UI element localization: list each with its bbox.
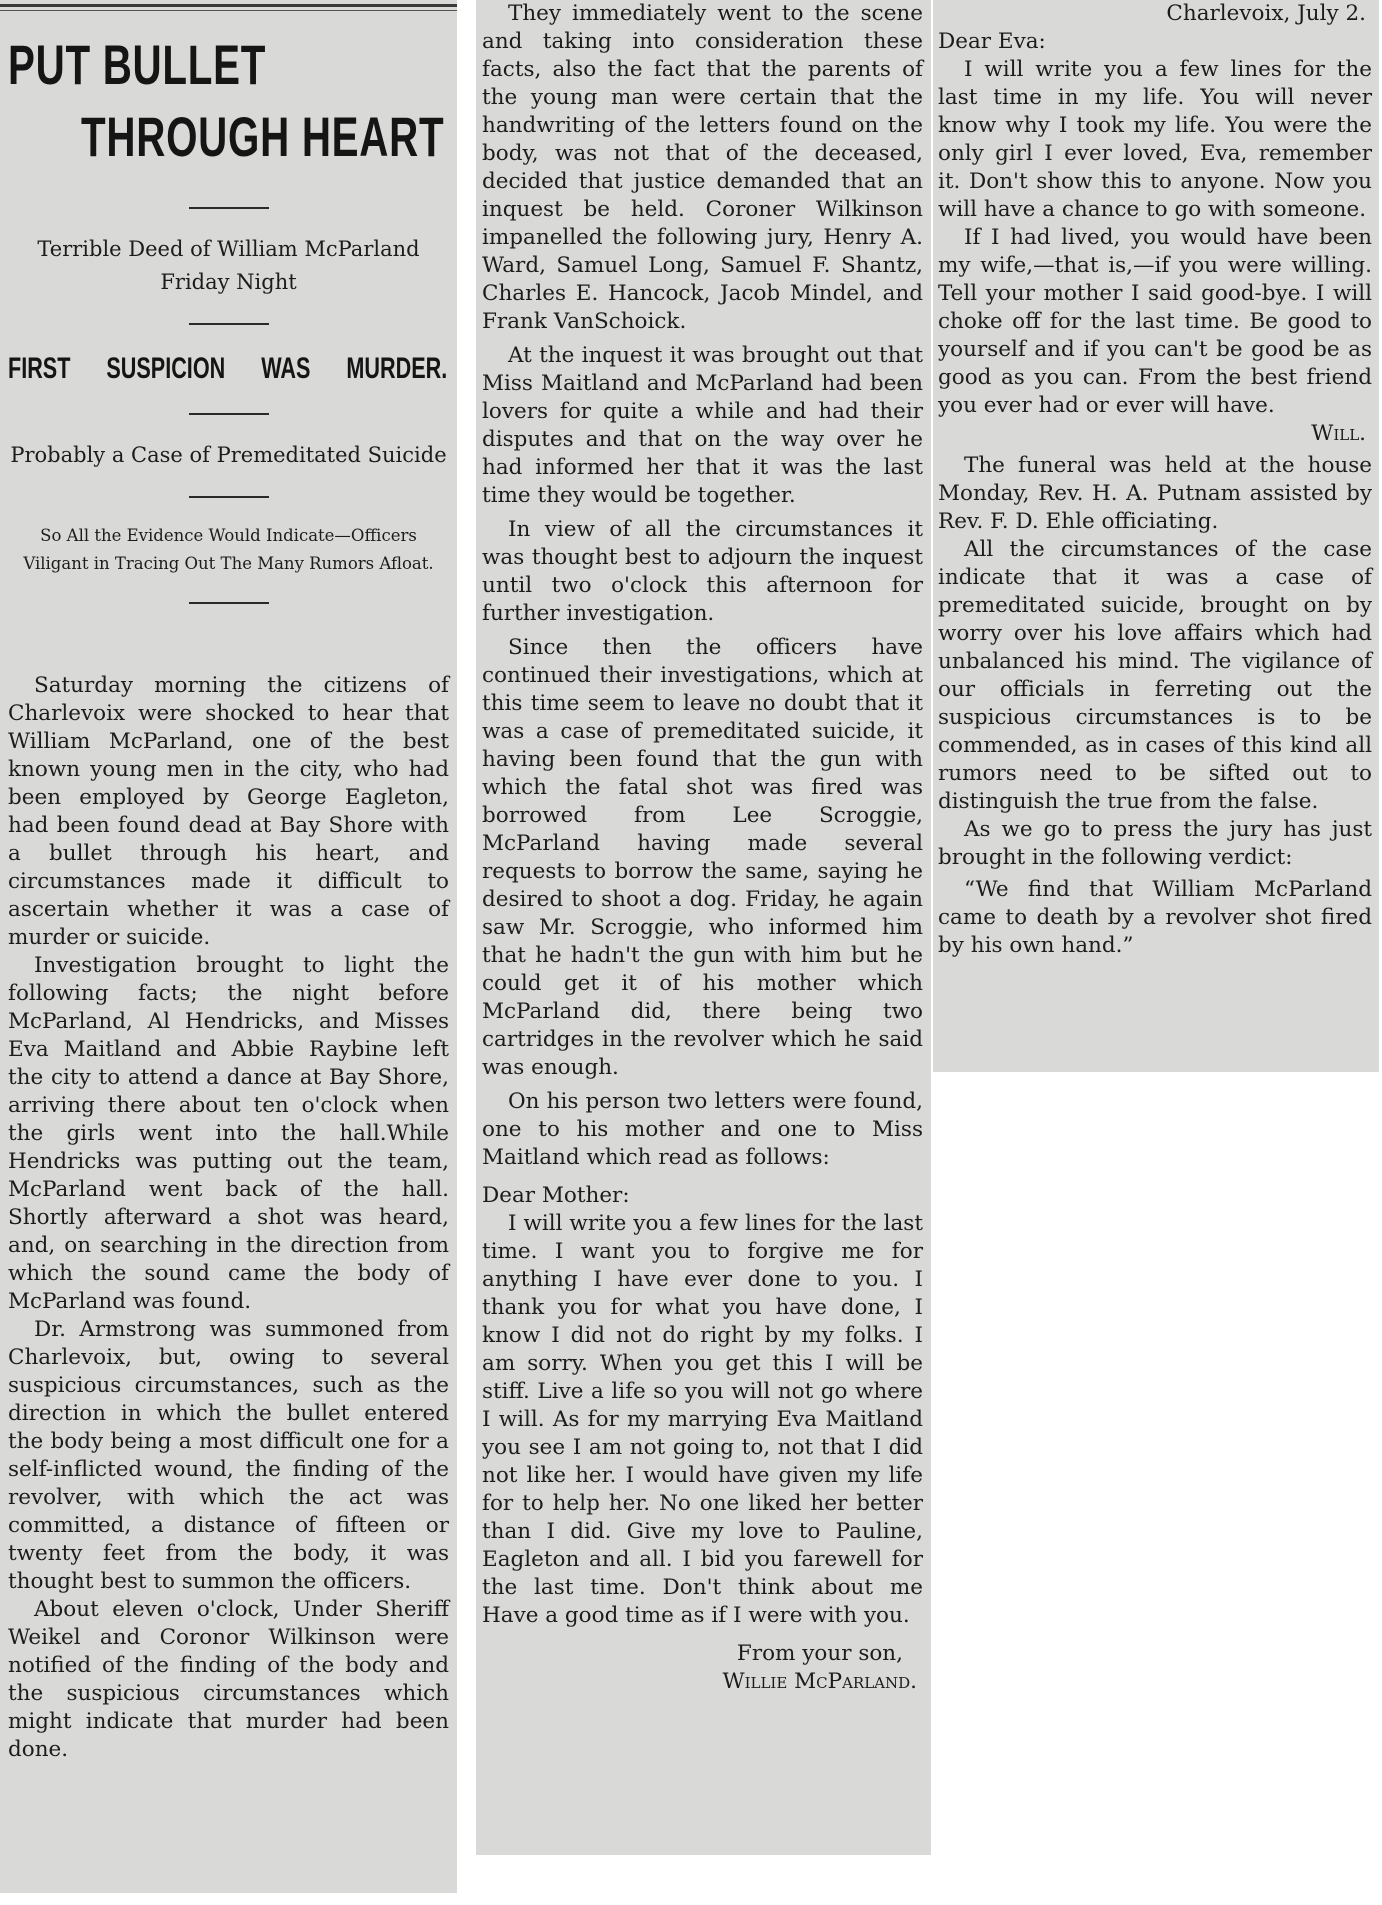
banner-word: SUSPICION (106, 352, 226, 385)
headline-line-1: PUT BULLET (8, 33, 267, 96)
letter-salutation: Dear Eva: (938, 29, 1046, 54)
article-paragraph: In view of all the circumstances it was thought best to adjourn the inquest until two o'clock this afternoon for further investigation. (482, 517, 923, 626)
column-1 (0, 0, 457, 1893)
headline-line-2: THROUGH HEART (81, 105, 445, 168)
banner-word: FIRST (8, 352, 71, 385)
headline (8, 33, 449, 183)
letter-closing: From your son, (736, 1641, 903, 1666)
letter-salutation: Dear Mother: (482, 1183, 630, 1208)
article-paragraph: On his person two letters were found, one to his mother and one to Miss Maitland which read as follows: (482, 1089, 923, 1170)
divider (189, 413, 269, 415)
letter-dateline: Charlevoix, July 2. (1166, 1, 1366, 26)
article-paragraph: At the inquest it was brought out that Miss Maitland and McParland had been lovers for quite a while and had their disputes and that on the way over he had informed her that it was the last time they would be together. (482, 343, 923, 508)
article-paragraph: Since then the officers have continued their investigations, which at this time seem to leave no doubt that it was a case of premeditated suicide, it having been found that the gun with which the fatal shot was fired was borrowed from Lee Scroggie, McParland having made several requests to borrow the same, saying he desired to shoot a dog. Friday, he again saw Mr. Scroggie, who informed him that he hadn't the gun with him but he could get it of his mother which McParland did, there being two cartridges in the revolver which he said was enough. (482, 635, 923, 1080)
divider (189, 207, 269, 209)
article-paragraph: About eleven o'clock, Under Sheriff Weikel and Coronor Wilkinson were notified of the finding of the body and the suspicious circumstances which might indicate that murder had been done. (8, 1597, 449, 1762)
column-2 (476, 0, 931, 1855)
article-paragraph: Dr. Armstrong was summoned from Charlevoix, but, owing to several suspicious circumstances, such as the direction in which the bullet entered the body being a most difficult one for a self-inflicted wound, the finding of the revolver, with which the act was committed, a distance of fifteen or twenty feet from the body, it was thought best to summon the officers. (8, 1317, 449, 1594)
column-3 (933, 0, 1379, 1072)
article-paragraph: The funeral was held at the house Monday, Rev. H. A. Putnam assisted by Rev. F. D. Ehle officiating. (938, 453, 1372, 534)
letter-paragraph: If I had lived, you would have been my wife,—that is,—if you were willing. Tell your mother I said good-bye. I will choke off for the last time. Be good to yourself and if you can't be good be as good as you can. From the best friend you ever had or ever will have. (938, 225, 1372, 418)
article-paragraph: They immediately went to the scene and taking into consideration these facts, also the fact that the parents of the young man were certain that the handwriting of the letters found on the body, was not that of the deceased, decided that justice demanded that an inquest be held. Coroner Wilkinson impanelled the following jury, Henry A. Ward, Samuel Long, Samuel F. Shantz, Charles E. Hancock, Jacob Mindel, and Frank VanSchoick. (482, 1, 923, 334)
subhead-1: Terrible Deed of William McParland Friday Night (37, 237, 420, 294)
letter-body: I will write you a few lines for the last time. I want you to forgive me for anything I have ever done to you. I thank you for what you have done, I know I did not do right by my folks. I am sorry. When you get this I will be stiff. Live a life so you will not go where I will. As for my marrying Eva Maitland you see I am not going to, not that I did not like her. I would have given my life for to help her. No one liked her better than I did. Give my love to Pauline, Eagleton and all. I bid you farewell for the last time. Don't think about me Have a good time as if I were with you. (482, 1211, 923, 1628)
banner-word: MURDER. (346, 352, 448, 385)
verdict-quote: “We find that William McParland came to death by a revolver shot fired by his own hand.” (938, 877, 1372, 958)
top-rule-thin (0, 10, 457, 11)
article-paragraph: Saturday morning the citizens of Charlevoix were shocked to hear that William McParland, one of the best known young men in the city, who had been employed by George Eagleton, had been found dead at Bay Shore with a bullet through his heart, and circumstances made it difficult to ascertain whether it was a case of murder or suicide. (8, 673, 449, 950)
subhead-2: Probably a Case of Premeditated Suicide (10, 443, 447, 467)
article-paragraph: As we go to press the jury has just brought in the following verdict: (938, 817, 1372, 870)
subhead-3: So All the Evidence Would Indicate—Officers Viligant in Tracing Out The Many Rumors Afloat. (23, 526, 434, 573)
letter-paragraph: I will write you a few lines for the last time in my life. You will never know why I took my life. You were the only girl I ever loved, Eva, remember it. Don't show this to anyone. Now you will have a chance to go with someone. (938, 57, 1372, 222)
banner (8, 349, 447, 389)
article-paragraph: All the circumstances of the case indicate that it was a case of premeditated suicide, brought on by worry over his love affairs which had unbalanced his mind. The vigilance of our officials in ferreting out the suspicious circumstances is to be commended, as in cases of this kind all rumors need to be sifted out to distinguish the true from the false. (938, 537, 1372, 814)
divider (189, 496, 269, 498)
divider (189, 602, 269, 604)
top-rule (0, 4, 457, 7)
article-paragraph: Investigation brought to light the following facts; the night before McParland, Al Hendricks, and Misses Eva Maitland and Abbie Raybine left the city to attend a dance at Bay Shore, arriving there about ten o'clock when the girls went into the hall.While Hendricks was putting out the team, McParland went back of the hall. Shortly afterward a shot was heard, and, on searching in the direction from which the sound came the body of McParland was found. (8, 953, 449, 1314)
letter-signature: Will. (1311, 421, 1366, 446)
letter-signature: Willie McParland. (722, 1669, 917, 1694)
divider (189, 323, 269, 325)
banner-word: WAS (261, 352, 311, 385)
